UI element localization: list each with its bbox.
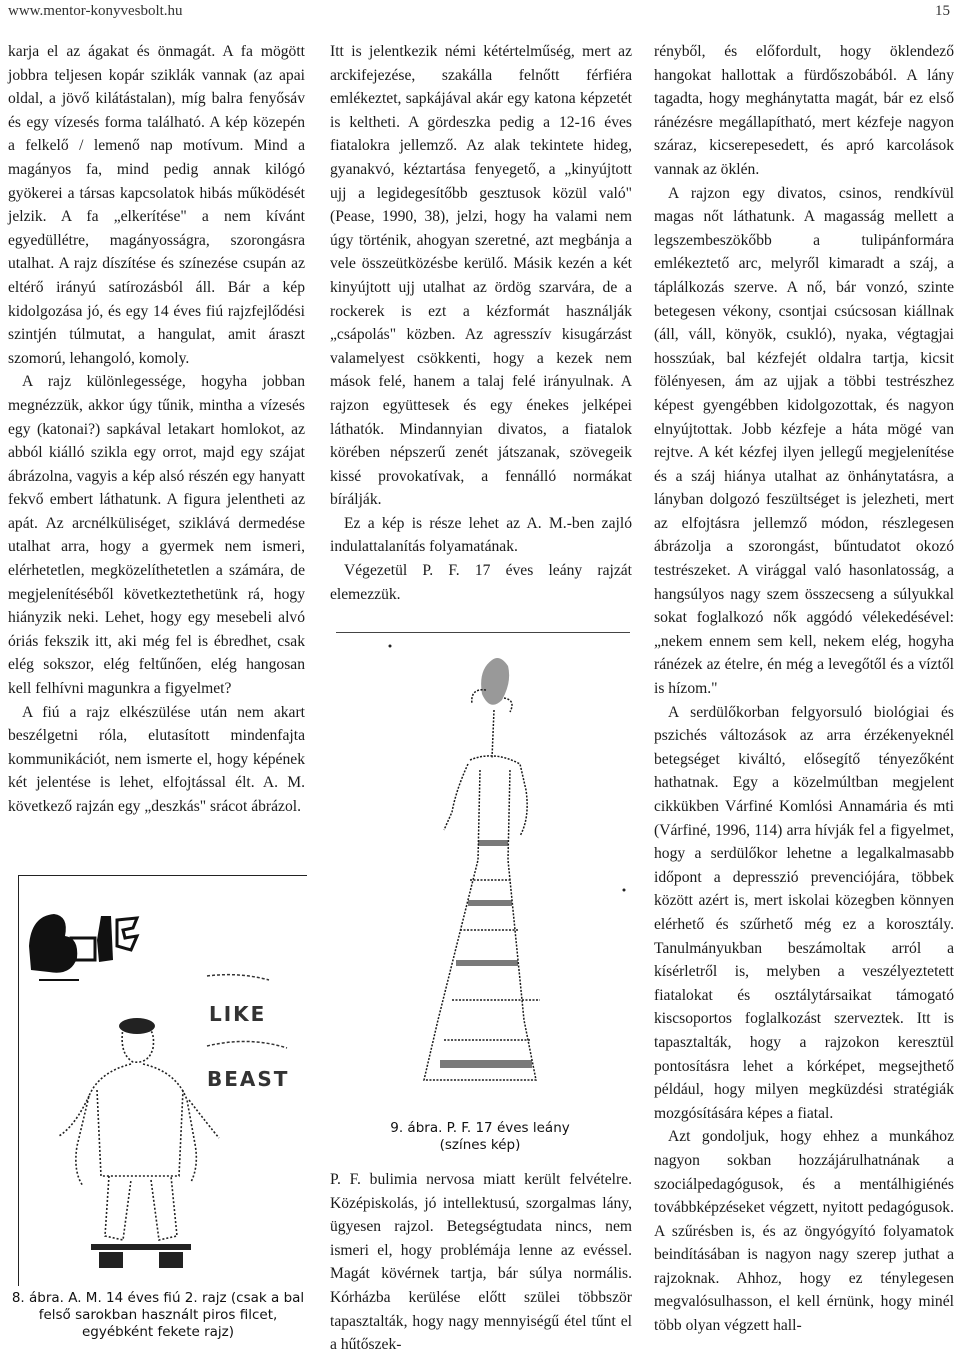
- col2-paragraph-3: Végezetül P. F. 17 éves leány rajzát elemezzük.: [330, 562, 632, 603]
- divider: [336, 632, 630, 633]
- skateboard: [91, 1244, 191, 1268]
- page-header: [8, 3, 950, 23]
- col1-paragraph-3: A fiú a rajz elkészülése után nem akart beszélgetni róla, elutasított mindenfajta kommunikációt, nem ismerte el, hogy képének két jelentése is lehet, elfojtással élt. A. M. következő rajzán egy „deszkás" srácot ábrázol.: [8, 703, 305, 815]
- col1-paragraph-2: A rajz különlegessége, hogyha jobban megnézzük, akkor úgy tűnik, mintha a vízesés egy (katonai?) sapkával letakart homlokot, az abból kiálló szikla egy orrot, majd egy szájat ábrázolna, vagyis a kép alsó részén egy hanyatt fekvő embert láthatunk. A figura jelentheti az apát. Az arcnélküliséget, sziklává dermedése utalhat arra, hogy a gyermek nem ismeri, elérhetetlen, megközelíthetetlen a számára, de megjelenítéséből következtethetünk rá, hogy hiányzik neki. Lehet, hogy egy mesebeli alvó óriás fekszik itt, aki még fel is ébredhet, csak elég sokszor, elég feltűnően, elég hangosan kell felhívni magunkra a figyelmet?: [8, 373, 305, 698]
- skateboarder-drawing: [19, 876, 307, 1286]
- figure-text-beast: BEAST: [207, 1067, 290, 1091]
- col1-paragraph-1: karja el az ágakat és önmagát. A fa mögött jobbra teljesen kopár sziklák vannak (az apai oldal, a jövő kilátástalan), míg balra fenyősáv és egy vízesés forma található. A kép közepén a felkelő / lemenő nap motívum. Mind a magányos fa, mind pedig annak kilógó gyökerei a társas kapcsolatok hibás működését jelzik. A fa „elkerítése" a nem kívánt egyedüllétre, magányosságra, szorongásra utalhat. A rajz díszítése és színezése csupán az eltérő irányú satírozásból áll. Bár a kép kidolgozása jó, és egy 14 éves fiú rajzfejlődési szintjén túlmutat, a hangulat, amit áraszt szomorú, lehangoló, komoly.: [8, 43, 305, 367]
- column-2: [330, 40, 632, 606]
- col3-paragraph-4: Azt gondoljuk, hogy ehhez a munkához nagyon sokban hozzájárulhatnának a szociálpedagógusok, és a mentálhigiénés továbbképzéseket végzett, nyitott pedagógusok. A szűrésben is, és az öngyógyító folyamatok beindításában is nagyon nagy szerep juthat a rajzoknak. Ahhoz, hogy ez ténylegesen megvalósulhasson, el kell érnünk, hogy minél több olyan végzett hall-: [654, 1128, 954, 1335]
- figure-8-caption: 8. ábra. A. M. 14 éves fiú 2. rajz (csak a bal felső sarokban használt piros filcet, egyébként fekete rajz): [11, 1290, 305, 1340]
- header-url[interactable]: www.mentor-konyvesbolt.hu: [8, 3, 183, 19]
- col2-paragraph-2: Ez a kép is része lehet az A. M.-ben zajló indulattalanítás folyamatának.: [330, 514, 632, 556]
- figure-8-drawing: [18, 875, 307, 1286]
- col2-paragraph-4: P. F. bulimia nervosa miatt került felvételre. Középiskolás, jó intellektusú, szorgalmas lány, ügyesen rajzol. Betegségtudata nincs, nem ismeri el, hogy problémája lenne az evéssel. Magát kövérnek tartja, bár súlya normális. Kórházba kerülése előtt szülei többször tapasztalták, hogy nagy mennyiségű étel tűnt el a hűtőszek-: [330, 1171, 632, 1354]
- tall-woman-drawing: [360, 640, 630, 1110]
- page-number: 15: [935, 3, 950, 19]
- col2-paragraph-1: Itt is jelentkezik némi kétértelműség, mert az arckifejezése, szakálla felnőtt férfiéra emlékeztet, sapkájával akár egy katona képzetét is keltheti. A gördeszka pedig a 12-16 éves fiatalokra jellemző. Az alak tekintete hideg, gyanakvó, kéztartása fenyegető, a „kinyújtott ujj a legidegesítőbb gesztusok közül való" (Pease, 1990, 38), jelzi, hogy ha valami nem úgy történik, ahogyan szeretné, azt megbánja a vele összeütközésbe kerülő. Másik kezén a két kinyújtott ujj utalhat az ördög szarvára, de a rockerek is ezt a kézformát használják „csápolás" közben. Az agresszív kisugárzást valamelyest csökkenti, hogy a kezek nem mások felé, hanem a talaj felé irányulnak. A rajzon együttesek és egy énekes jelképei láthatók. Mindannyian divatos, a fiatalok körében népszerű zenét játszanak, szövegeik kissé provokatívak, a fennálló normákat bírálják.: [330, 43, 632, 509]
- bad-logo: [29, 914, 137, 980]
- woman-figure: [424, 658, 540, 1080]
- column-1: [8, 40, 305, 819]
- column-2-bottom: [330, 1168, 632, 1357]
- col3-paragraph-2: A rajzon egy divatos, csinos, rendkívül magas nőt láthatunk. A magasság mellett a legszembeszökőbb a tulipánformára emlékeztető arc, melyről kimaradt a száj, a táplálkozás szerve. A nő, bár vonzó, szinte betegesen vékony, csontjai csúcsosan kiállnak (áll, váll, könyök, csukló), nyaka, végtagjai hosszúak, bal kézfejét oldalra tartja, kicsit fölényesen, ám az ujjak a többi testrészhez képest gyengébben kidolgozottak, és nagyon elnyújtottak. Jobb kézfeje a háta mögé van rejtve. A két kézfej ilyen jellegű megjelenítése és a száj hiánya utalhat az önhánytatásra, a lányban dolgozó feszültséget is jelezheti, mert az elfojtásra jellemző módon, részlegesen ábrázolja a szorongást, bűntudatot okozó testrészeket. A virággal való hasonlatosság, a hangsúlyos nagy szem összecseng a súlyukkal sokat foglalkozó nők aggódó vélekedésével: „nekem ennem sem kell, nekem elég, hogyha ránézek az ételre, én még a levegőtől és a víztől is hízom.": [654, 184, 954, 698]
- figure-9-caption: 9. ábra. P. F. 17 éves leány (színes kép): [390, 1120, 570, 1153]
- col3-paragraph-1: rényből, és előfordult, hogy öklendező hangokat hallottak a fürdőszobából. A lány tagadta, hogy meghánytatta magát, bár ez első ránézésre megállapítható, mert kézfeje nagyon száraz, kicserepesedett, és apró karcolások vannak az öklén.: [654, 43, 954, 178]
- figure-text-like: LIKE: [209, 1002, 267, 1026]
- figure-9-drawing: [360, 640, 630, 1110]
- column-3: [654, 40, 954, 1338]
- col3-paragraph-3: A serdülőkorban felgyorsuló biológiai és pszichés változások az arra érzékenyeknél betegséget kiváltó, elősegítő tényezőként hathatnak. Egy a közelmúltban megjelent cikkükben Várfiné Komlósi Annamária és mti (Várfiné, 1996, 114) arra hívják fel a figyelmet, hogy a serdülőkor lehetne a legalkalmasabb időpont a depresszió prevenciójára, többek között azért is, mert iskolai közegben könnyen elérhető és szűrhető még ez a korosztály. Tanulmányukban beszámoltak arról a kísérletről is, melyben a veszélyeztetett fiatalokat és osztálytársaikat támogató kiscsoportos foglalkozást szerveztek. Itt is tapasztalták, hogy a rajzokon keresztül pontosításra lehet a kórképet, megsejthető például, hogy milyen megküzdési stratégiák mozgósítására képes a fiatal.: [654, 703, 954, 1122]
- skater-figure: [59, 1018, 219, 1240]
